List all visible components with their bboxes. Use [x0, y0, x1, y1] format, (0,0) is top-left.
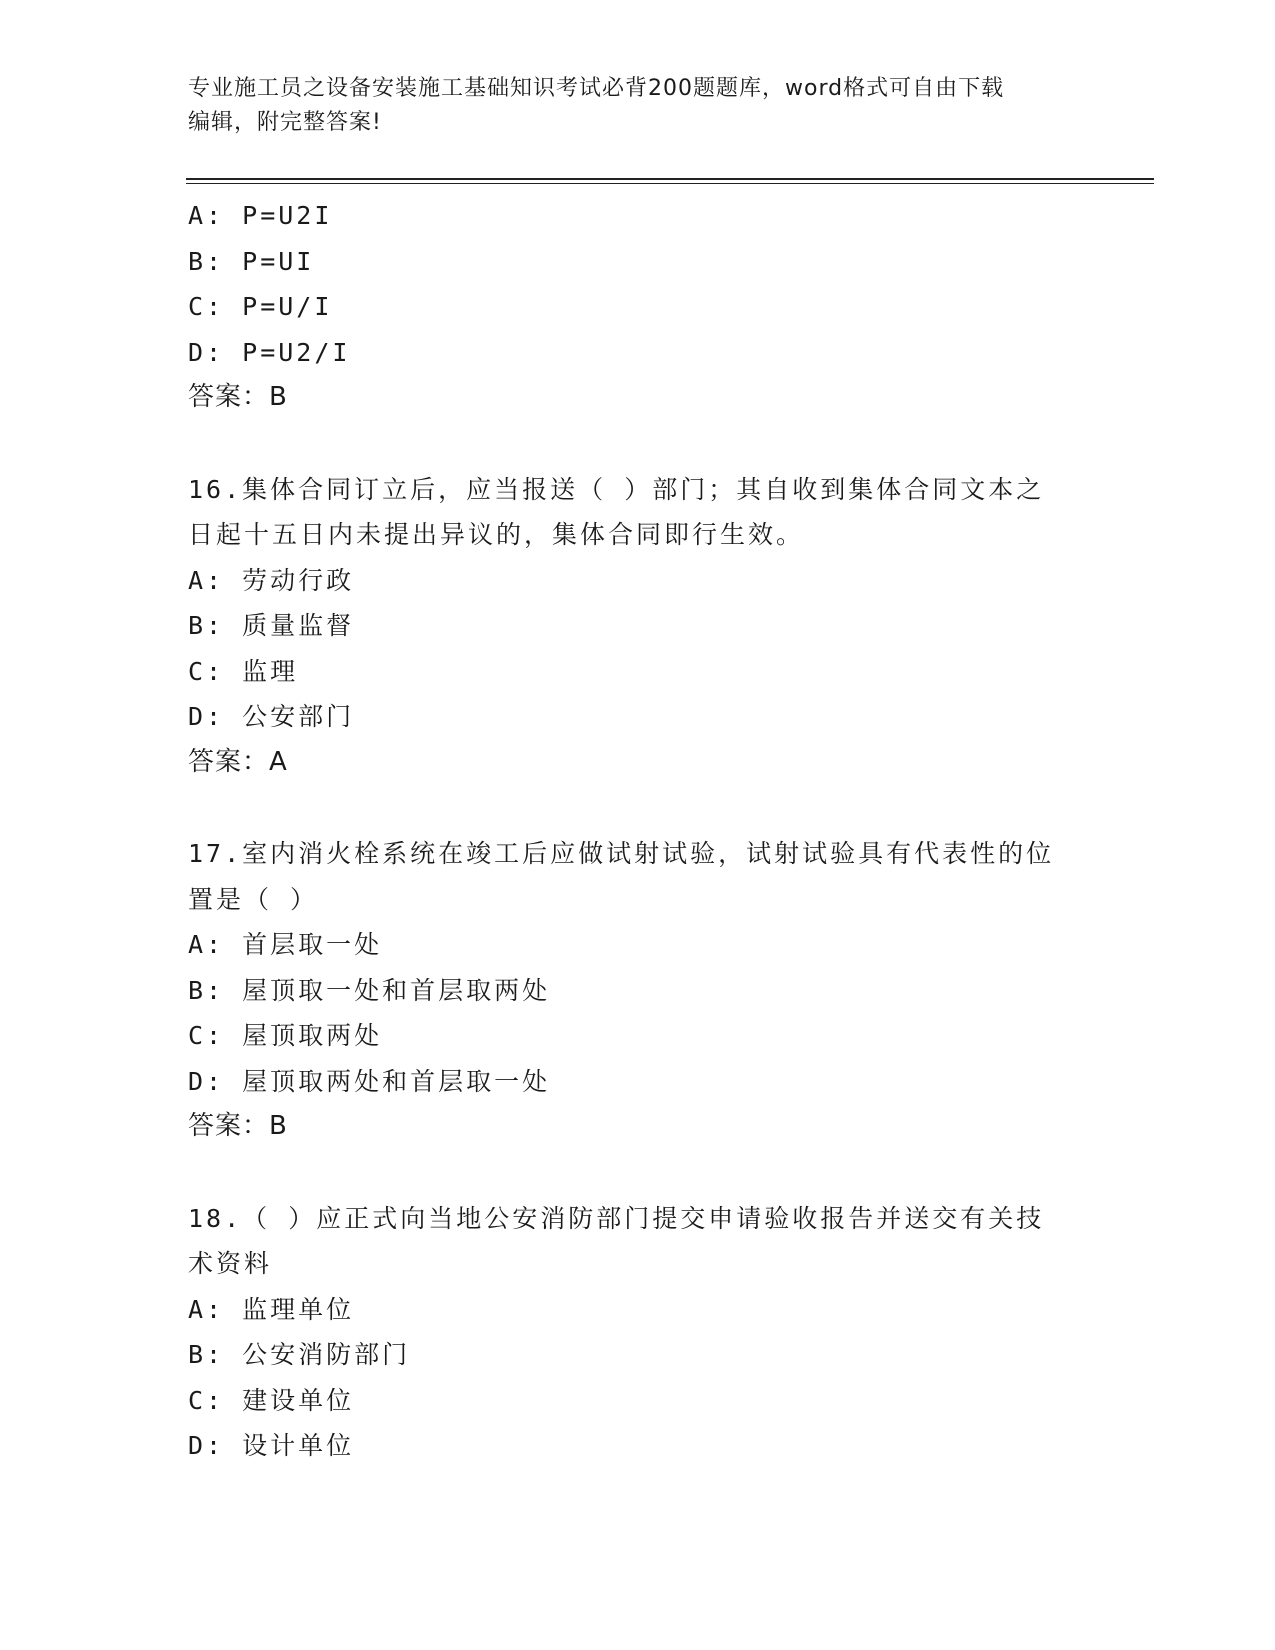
question-17 — [188, 831, 1088, 1150]
option-a: A: 监理单位 — [188, 1294, 355, 1324]
answer-line: 答案：A — [188, 746, 288, 777]
option-c: C: 建设单位 — [188, 1385, 355, 1415]
header-divider-thick — [186, 178, 1154, 180]
question-list — [188, 193, 1088, 1469]
option-d: D: 公安部门 — [188, 702, 355, 731]
option-d: D: 设计单位 — [188, 1431, 355, 1460]
option-a: A: 劳动行政 — [188, 565, 355, 595]
header-divider-thin — [186, 183, 1154, 184]
question-text-line-2: 置是（ ） — [188, 884, 319, 914]
option-a: A: 首层取一处 — [188, 930, 383, 959]
answer-line: 答案：B — [188, 382, 288, 412]
option-c: C: P=U/I — [188, 292, 333, 321]
header-line-1: 专业施工员之设备安装施工基础知识考试必背200题题库，word格式可自由下载 — [188, 76, 1005, 101]
option-d: D: 屋顶取两处和首层取一处 — [188, 1066, 551, 1096]
question-spacer — [188, 785, 1088, 831]
question-text-line-1: 18.（ ）应正式向当地公安消防部门提交申请验收报告并送交有关技 — [188, 1203, 1045, 1233]
option-c: C: 监理 — [188, 656, 299, 686]
answer-line: 答案：B — [188, 1111, 288, 1141]
question-16 — [188, 467, 1088, 786]
question-spacer — [188, 421, 1088, 467]
document-header — [188, 72, 1088, 140]
option-a: A: P=U2I — [188, 201, 333, 230]
header-line-2: 编辑，附完整答案! — [188, 110, 382, 135]
question-spacer — [188, 1150, 1088, 1196]
option-b: B: 公安消防部门 — [188, 1340, 411, 1369]
option-b: B: 屋顶取一处和首层取两处 — [188, 975, 551, 1005]
question-text-line-2: 日起十五日内未提出异议的，集体合同即行生效。 — [188, 520, 805, 549]
option-c: C: 屋顶取两处 — [188, 1021, 383, 1050]
question-text-line-2: 术资料 — [188, 1249, 273, 1278]
question-text-line-1: 17.室内消火栓系统在竣工后应做试射试验，试射试验具有代表性的位 — [188, 839, 1055, 868]
option-b: B: P=UI — [188, 246, 315, 276]
question-15 — [188, 193, 1088, 421]
question-text-line-1: 16.集体合同订立后，应当报送（ ）部门；其自收到集体合同文本之 — [188, 474, 1045, 504]
option-d: D: P=U2/I — [188, 337, 351, 367]
question-18 — [188, 1196, 1088, 1469]
option-b: B: 质量监督 — [188, 611, 355, 640]
